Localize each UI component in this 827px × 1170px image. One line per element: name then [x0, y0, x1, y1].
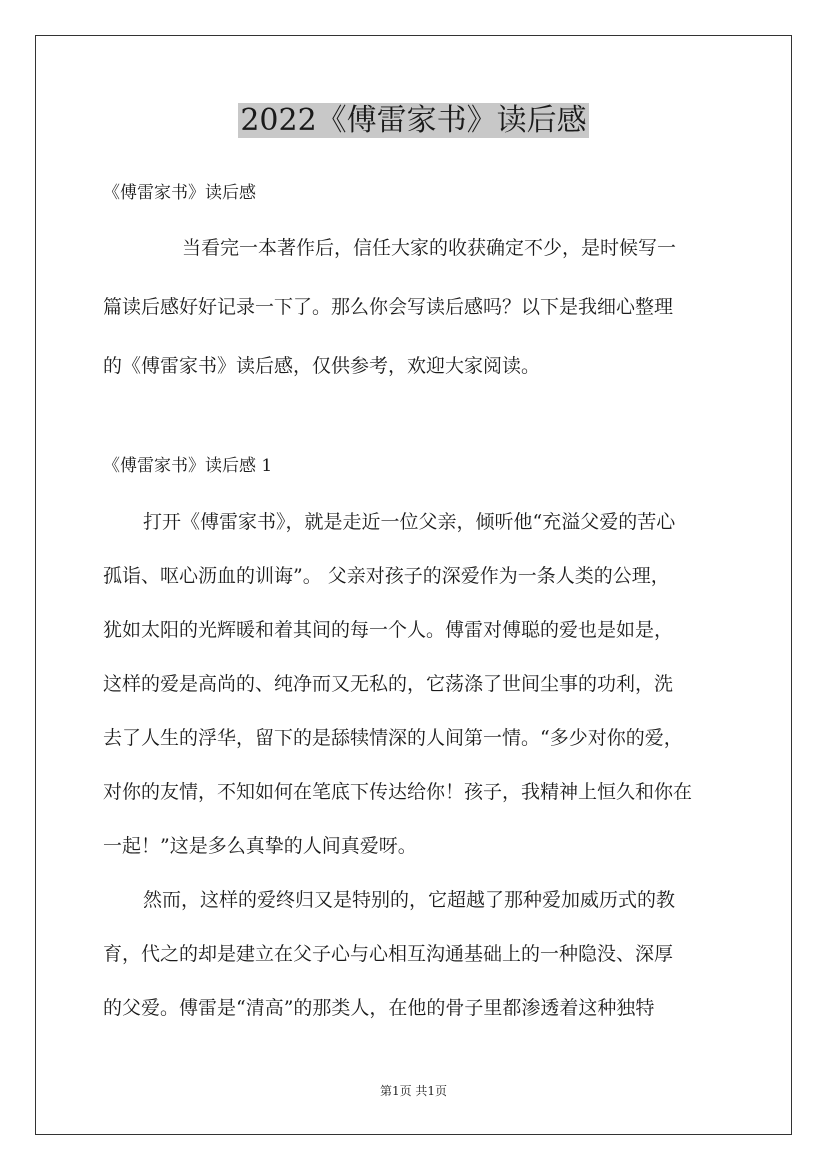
paragraph-line: 犹如太阳的光辉暖和着其间的每一个人。傅雷对傅聪的爱也是如是， — [103, 619, 674, 641]
intro-line: 篇读后感好好记录一下了。那么你会写读后感吗？以下是我细心整理 — [103, 296, 674, 318]
page-number: 第1页 共1页 — [379, 1084, 448, 1098]
paragraph-line: 打开《傅雷家书》，就是走近一位父亲，倾听他“充溢父爱的苦心 — [143, 511, 676, 533]
paragraph-line: 育，代之的却是建立在父子心与心相互沟通基础上的一种隐没、深厚 — [103, 943, 674, 965]
paragraph-line: 对你的友情，不知如何在笔底下传达给你！孩子，我精神上恒久和你在 — [103, 781, 693, 803]
paragraph-line: 这样的爱是高尚的、纯净而又无私的，它荡涤了世间尘事的功利，洗 — [103, 673, 674, 695]
section-heading: 《傅雷家书》读后感 1 — [103, 456, 273, 476]
document-title: 2022《傅雷家书》读后感 — [240, 103, 587, 138]
paragraph-line: 一起！”这是多么真挚的人间真爱呀。 — [103, 835, 417, 857]
intro-line: 当看完一本著作后，信任大家的收获确定不少，是时候写一 — [182, 237, 677, 259]
paragraph-line: 孤诣、呕心沥血的训诲”。 父亲对孩子的深爱作为一条人类的公理， — [103, 565, 670, 587]
document-subtitle: 《傅雷家书》读后感 — [103, 183, 256, 203]
paragraph-line: 然而，这样的爱终归又是特别的，它超越了那种爱加威历式的教 — [143, 889, 676, 911]
paragraph-line: 的父爱。傅雷是“清高”的那类人，在他的骨子里都渗透着这种独特 — [103, 997, 655, 1019]
paragraph-line: 去了人生的浮华，留下的是舔犊情深的人间第一情。“多少对你的爱， — [103, 727, 683, 749]
intro-line: 的《傅雷家书》读后感，仅供参考，欢迎大家阅读。 — [103, 355, 541, 377]
